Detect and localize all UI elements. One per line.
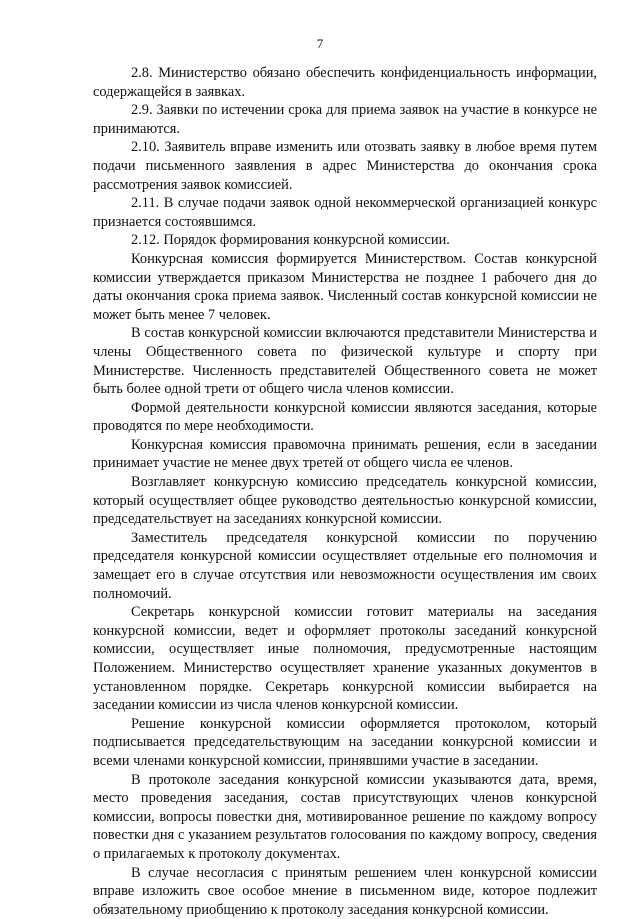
paragraph-decision-protocol: Решение конкурсной комиссии оформляется протоколом, который подписывается председательствующим на заседании конкурсной комиссии и всеми членами конкурсной комиссии, принявшими участие в заседании. [93, 715, 597, 769]
paragraph-2-8: 2.8. Министерство обязано обеспечить конфиденциальность информации, содержащейся в заявках. [93, 65, 597, 100]
paragraph-2-11: 2.11. В случае подачи заявок одной некоммерческой организацией конкурс признается состоявшимся. [93, 195, 597, 230]
paragraph-deputy-chairman: Заместитель председателя конкурсной комиссии по поручению председателя конкурсной комиссии осуществляет отдельные его полномочия и замещает его в случае отсутствия или невозможности осуществления им своих полномочий. [93, 529, 597, 602]
paragraph-commission-formation: Конкурсная комиссия формируется Министерством. Состав конкурсной комиссии утверждается приказом Министерства не позднее 1 рабочего дня до даты окончания срока приема заявок. Численный состав конкурсной комиссии не может быть менее 7 человек. [93, 250, 597, 323]
paragraph-dissenting-opinion: В случае несогласия с принятым решением член конкурсной комиссии вправе изложить свое особое мнение в письменном виде, которое подлежит обязательному приобщению к протоколу заседания конкурсной комиссии. [93, 864, 597, 918]
document-body [93, 64, 597, 919]
paragraph-secretary: Секретарь конкурсной комиссии готовит материалы на заседания конкурсной комиссии, ведет и оформляет протоколы заседаний конкурсной комиссии, осуществляет иные полномочия, предусмотренные настоящим Положением. Министерство осуществляет хранение указанных документов в установленном порядке. Секретарь конкурсной комиссии выбирается на заседании комиссии из числа членов конкурсной комиссии. [93, 604, 597, 714]
paragraph-2-12: 2.12. Порядок формирования конкурсной комиссии. [131, 232, 450, 249]
paragraph-commission-quorum: Конкурсная комиссия правомочна принимать решения, если в заседании принимает участие не менее двух третей от общего числа ее членов. [93, 436, 597, 472]
paragraph-protocol-contents: В протоколе заседания конкурсной комиссии указываются дата, время, место проведения заседания, состав присутствующих членов конкурсной комиссии, вопросы повестки дня, мотивированное решение по каждому вопросу повестки дня с указанием результатов голосования по каждому вопросу, сведения о прилагаемых к протоколу документах. [93, 771, 597, 862]
paragraph-commission-activity-form: Формой деятельности конкурсной комиссии являются заседания, которые проводятся по мере необходимости. [93, 399, 597, 435]
page-number: 7 [316, 36, 324, 51]
paragraph-commission-composition: В состав конкурсной комиссии включаются представители Министерства и члены Общественного совета по физической культуре и спорту при Министерстве. Численность представителей Общественного совета не может быть более одной трети от общего числа членов комиссии. [93, 325, 597, 398]
paragraph-2-10: 2.10. Заявитель вправе изменить или отозвать заявку в любое время путем подачи письменного заявления в адрес Министерства до окончания срока рассмотрения заявок комиссией. [93, 139, 597, 193]
paragraph-2-9: 2.9. Заявки по истечении срока для приема заявок на участие в конкурсе не принимаются. [93, 102, 597, 137]
paragraph-commission-chairman: Возглавляет конкурсную комиссию председатель конкурсной комиссии, который осуществляет общее руководство деятельностью конкурсной комиссии, председательствует на заседаниях конкурсной комиссии. [93, 474, 597, 528]
